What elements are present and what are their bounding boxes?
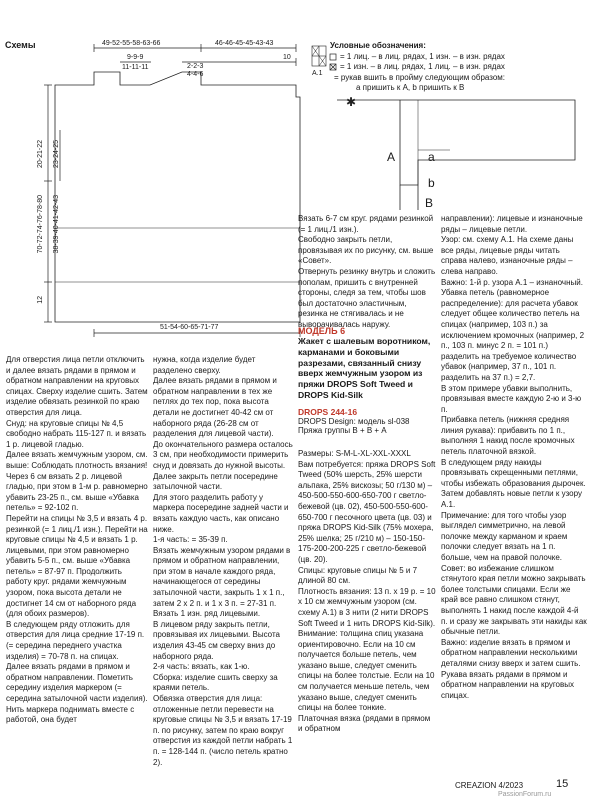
dim-bottom: 12	[37, 296, 44, 304]
star-icon: ✱	[346, 95, 357, 109]
dim-mid-b: 4-4-6	[187, 71, 204, 78]
model-design: DROPS Design: модель sl-038	[298, 416, 410, 426]
schemes-title: Схемы	[5, 40, 36, 50]
dim-right-total: 46-46-45-45-43-43	[215, 40, 274, 47]
text-column-2: нужна, когда изделие будет разделено сверху. Далее вязать рядами в прямом и обратном направлении в тех же петлях до тех пор, пока высота детали не достигнет 40-42 см от наборного ряда (26-28 см от разделения для лицевой части). До окончательного размера осталось 3 см, при необходимости примерить снуд и довязать до нужной высоты. Далее закрыть петли посередине затылочной части. Для этого разделить работу у маркера посередине задней части и вязать каждую часть, как описано ниже. 1-я часть: = 35-39 п. Вязать жемчужным узором рядами в прямом и обратном направлении, при этом в начале каждого ряда, начинающегося от середины затылочной части, закрыть 1 х 1 п., затем 2 х 2 п. и 1 х 3 п. = 27-31 п. Вязать 1 изн. ряд лицевыми. В лицевом ряду закрыть петли, провязывая их лицевыми. Высота изделия 43-45 см сверху вниз до наборного ряда. 2-я часть: вязать, как 1-ю. Сборка: изделие сшить сверху за краями петель. Обвязка отверстия для лица: отложенные петли перевести на круговые спицы № 3,5 и вязать 17-19 п. по рисунку, затем по краю вокруг отверстия из каждой петли набрать 1 п. = 128-144 п. (число петель кратно 2).	[153, 355, 293, 767]
model-title: Жакет с шалевым воротником, карманами и боковыми разрезами, связанный снизу вверх жемчужным узором из пряжи DROPS Soft Tweed и DROPS Kid-Silk	[298, 336, 431, 400]
page-number: 15	[556, 778, 569, 790]
dim-sleeve-b: 11-11-11	[122, 64, 149, 71]
dim-bottom-width: 51-54-60-65-71-77	[160, 324, 219, 331]
dim-right-small: 10	[283, 54, 291, 61]
legend-item-sleeve: = рукав вшить в пройму следующим образом:	[334, 72, 505, 82]
magazine-issue: CREAZION 4/2023	[455, 781, 524, 790]
model-group: Пряжа группы В + В + А	[298, 425, 387, 435]
text-column-1: Для отверстия лица петли отключить и далее вязать рядами в прямом и обратном направлении на круговых спицах. Сверху изделие сшить. Затем изделие обвязать резинкой по краю отверстия для лица. Снуд: на круговые спицы № 4,5 свободно набрать 115-127 п. и вязать 1 р. лицевой гладью. Далее вязать жемчужным узором, см. выше: Соблюдать плотность вязания! Через 6 см вязать 2 р. лицевой гладью, при этом в 1-м р. равномерно убавить 23-25 п., см. выше «Убавка петель» = 92-102 п. Перейти на спицы № 3,5 и вязать 4 р. резинкой (= 1 лиц./1 изн.). Перейти на круговые спицы № 4,5 и вязать 1 р. лицевыми, при этом равномерно убавить 5-5 п., см. выше «Убавка петель» = 87-97 п. Продолжить работу круг. рядами жемчужным узором, пока высота детали не достигнет 14 см от наборного ряда (для обоих размеров). В следующем ряду отложить для отверстия для лица средние 17-19 п. (= середина переднего участка изделия) = 70-78 п. на спицах. Далее вязать рядами в прямом и обратном направлении. Пометить середину изделия маркером (= середина затылочной части изделия). Нить маркера поднимать вместе с работой, она будет	[6, 355, 148, 725]
legend-item-purl: = 1 изн. – в лиц. рядах, 1 лиц. – в изн. рядах	[340, 62, 505, 71]
dim-sleeve-a: 9-9-9	[127, 54, 144, 61]
dim-total-a: 70-72-74-76-78-80	[37, 195, 44, 254]
legend-title: Условные обозначения:	[330, 41, 426, 50]
text-column-4: направлении): лицевые и изнаночные ряды – лицевые петли. Узор: см. схему А.1. На схеме даны все ряды, лицевые ряды читать справа налево, изнаночные ряды – слева направо. Важно: 1-й р. узора А.1 – изнаночный. Убавка петель (равномерное распределение): для расчета убавок следует общее количество петель на спицах (например, 103 п.) за исключением кромочных (например, 2 п., 103 п. минус 2 п. = 101 п.) разделить на требуемое количество убавок (например, 37 п., 101 п. разделить на 37 п.) = 2,7. В этом примере убавки выполнить, провязывая вместе каждую 2-ю и 3-ю п. Прибавка петель (нижняя средняя линия рукава): прибавить по 1 п., выполняя 1 накид после кромочных петель платочной вязкой. В следующем ряду накиды провязывать скрещенными петлями, чтобы избежать образования дырочек. Затем добавлять новые петли к узору А.1. Примечание: для того чтобы узор выглядел симметрично, на левой полочке между карманом и краем полочки следует вязать на 1 п. больше, чем на правой полочке. Совет: во избежание слишком стянутого края петли можно закрывать более толстыми спицами. Если же край все равно слишком стянут, выполнять 1 накид после каждой 4-й п. и сразу же закрывать эти накиды как обычные петли. Важно: изделие вязать в прямом и обратном направлении несколькими деталями снизу вверх и затем сшить. Рукава вязать рядами в прямом и обратном направлении на круговых спицах.	[441, 214, 587, 700]
label-b: b	[428, 176, 435, 190]
model-number: МОДЕЛЬ 6	[298, 326, 346, 336]
chart-label: А.1	[312, 70, 323, 77]
label-A: А	[387, 150, 396, 164]
text-column-3-bottom: Размеры: S-M-L-XL-XXL-XXXL Вам потребуется: пряжа DROPS Soft Tweed (50% шерсть, 25% шерсти альпака, 25% вискозы; 50 г/130 м) – 450-500-550-600-650-700 г светло-бежевой (цв. 02), 450-500-550-600-650-700 г песочного цвета (цв. 03) и пряжа DROPS Kid-Silk (75% мохера, 25% шелка; 25 г/210 м) – 150-150-175-200-200-225 г светло-бежевой (цв. 20). Спицы: круговые спицы № 5 и 7 длиной 80 см. Плотность вязания: 13 п. х 19 р. = 10 х 10 см жемчужным узором (см. схему А.1) в 3 нити (2 нити DROPS Soft Tweed и 1 нить DROPS Kid-Silk). Внимание: толщина спиц указана ориентировочно. Если на 10 см получается больше петель, чем указано выше, следует сменить спицы на более толстые. Если на 10 см получается меньше петель, чем указано выше, следует сменить спицы на более тонкие. Платочная вязка (рядами в прямом и обратном	[298, 449, 436, 734]
dim-width-total: 49-52-55-58-63-66	[102, 40, 161, 47]
model-block	[298, 326, 436, 435]
dim-total-b: 38-39-40-41-42-43	[53, 195, 60, 254]
dim-mid-a: 2-2-3	[187, 63, 204, 70]
label-B: В	[425, 196, 434, 210]
legend-item-sleeve-note: а пришить к А, b пришить к В	[356, 83, 465, 92]
watermark: PassionForum.ru	[498, 791, 552, 798]
dim-upper-a: 20-21-22	[37, 140, 44, 169]
label-a: a	[428, 150, 435, 164]
dim-upper-b: 23-24-25	[53, 140, 60, 169]
legend-item-knit: = 1 лиц. – в лиц. рядах, 1 изн. – в изн. рядах	[340, 51, 505, 61]
model-code: DROPS 244-16	[298, 406, 358, 417]
legend	[330, 41, 505, 94]
text-column-3-top: Вязать 6-7 см круг. рядами резинкой (= 1 лиц./1 изн.). Свободно закрыть петли, провязывая их по рисунку, см. выше «Совет». Отвернуть резинку внутрь и сложить пополам, пришить с внутренней стороны, следя за тем, чтобы шов был достаточно эластичным, резинка не стягивалась и не выворачивалась наружу.	[298, 214, 436, 329]
